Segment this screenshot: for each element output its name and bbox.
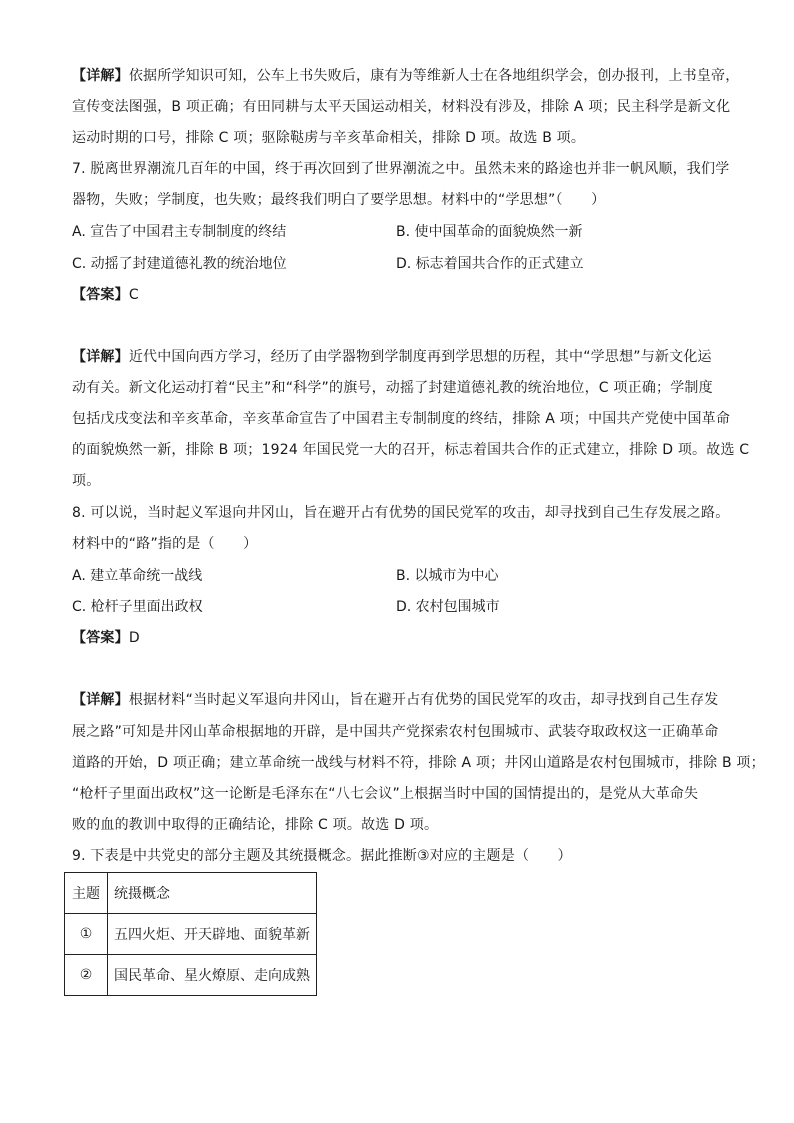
q8-stem-line-1: 8. 可以说，当时起义军退向井冈山，旨在避开占有优势的国民党军的攻击，却寻找到自己生存发展之路。 <box>72 505 730 521</box>
q7-explain-line-3: 包括戊戌变法和辛亥革命，辛亥革命宣告了中国君主专制制度的终结，排除 A 项；中国共产党使中国革命 <box>72 411 731 427</box>
table-cell: ① <box>65 914 108 955</box>
q7-explain-line-2: 动有关。新文化运动打着“民主”和“科学”的旗号，动摇了封建道德礼教的统治地位，C 项正确；学制度 <box>72 380 713 396</box>
table-header-cell: 主题 <box>65 873 108 914</box>
q7-option-c[interactable]: C. 动摇了封建道德礼教的统治地位 <box>72 256 287 272</box>
answer-tag: 【答案】 <box>72 630 129 646</box>
q7-answer-value: C <box>128 287 139 303</box>
q8-option-b[interactable]: B. 以城市为中心 <box>396 568 499 584</box>
table-cell: ② <box>65 955 108 996</box>
q8-answer-value: D <box>128 630 140 646</box>
table-header-cell: 统摄概念 <box>108 873 317 914</box>
q8-explain-line-2: 展之路”可知是井冈山革命根据地的开辟，是中国共产党探索农村包围城市、武装夺取政权这一正确革命 <box>72 724 719 740</box>
table-row <box>65 955 317 996</box>
table-cell: 五四火炬、开天辟地、面貌革新 <box>108 914 317 955</box>
q8-answer <box>72 628 140 648</box>
party-history-table <box>64 872 317 996</box>
q8-explain-line-5: 败的血的教训中取得的正确结论，排除 C 项。故选 D 项。 <box>72 817 439 833</box>
q8-explain-line-1 <box>72 690 718 710</box>
q7-option-b[interactable]: B. 使中国革命的面貌焕然一新 <box>396 224 583 240</box>
table-row <box>65 914 317 955</box>
q6-explain-text-1: 依据所学知识可知，公车上书失败后，康有为等维新人士在各地组织学会，创办报刊，上书皇帝， <box>128 68 740 84</box>
explain-tag: 【详解】 <box>72 68 129 84</box>
q7-option-d[interactable]: D. 标志着国共合作的正式建立 <box>396 256 584 272</box>
q6-explain-line-2: 宣传变法图强，B 项正确；有田同耕与太平天国运动相关，材料没有涉及，排除 A 项；民主科学是新文化 <box>72 99 731 115</box>
explain-tag: 【详解】 <box>72 692 129 708</box>
q9-stem: 9. 下表是中共党史的部分主题及其统摄概念。据此推断③对应的主题是（ ） <box>72 848 572 864</box>
q7-answer <box>72 285 139 305</box>
q7-explain-text-1: 近代中国向西方学习，经历了由学器物到学制度再到学思想的历程，其中“学思想”与新文化运 <box>128 349 712 365</box>
q7-explain-line-1 <box>72 347 712 367</box>
explain-tag: 【详解】 <box>72 349 129 365</box>
table-cell: 国民革命、星火燎原、走向成熟 <box>108 955 317 996</box>
q8-explain-line-4: “枪杆子里面出政权”这一论断是毛泽东在“八七会议”上根据当时中国的国情提出的，是党从大革命失 <box>72 786 699 802</box>
q8-option-c[interactable]: C. 枪杆子里面出政权 <box>72 599 203 615</box>
q6-explain-line-1 <box>72 66 739 86</box>
q8-explain-line-3: 道路的开始，D 项正确；建立革命统一战线与材料不符，排除 A 项；井冈山道路是农村包围城市，排除 B 项； <box>72 755 765 771</box>
q8-option-d[interactable]: D. 农村包围城市 <box>396 599 500 615</box>
q7-explain-line-4: 的面貌焕然一新，排除 B 项；1924 年国民党一大的召开，标志着国共合作的正式建立，排除 D 项。故选 C <box>72 442 750 458</box>
table-header-row <box>65 873 317 914</box>
q7-explain-line-5: 项。 <box>72 473 101 489</box>
answer-tag: 【答案】 <box>72 287 129 303</box>
q8-stem-line-2: 材料中的“路”指的是（ ） <box>72 536 258 552</box>
q7-stem-line-2: 器物，失败；学制度，也失败；最终我们明白了要学思想。材料中的“学思想”（ ） <box>72 192 606 208</box>
q8-option-a[interactable]: A. 建立革命统一战线 <box>72 568 203 584</box>
q6-explain-line-3: 运动时期的口号，排除 C 项；驱除鞑虏与辛亥革命相关，排除 D 项。故选 B 项。 <box>72 130 586 146</box>
q7-stem-line-1: 7. 脱离世界潮流几百年的中国，终于再次回到了世界潮流之中。虽然未来的路途也并非一帆风顺，我们学 <box>72 161 730 177</box>
q8-explain-text-1: 根据材料“当时起义军退向井冈山，旨在避开占有优势的国民党军的攻击，却寻找到自己生存发 <box>128 692 719 708</box>
q7-option-a[interactable]: A. 宣告了中国君主专制制度的终结 <box>72 224 287 240</box>
